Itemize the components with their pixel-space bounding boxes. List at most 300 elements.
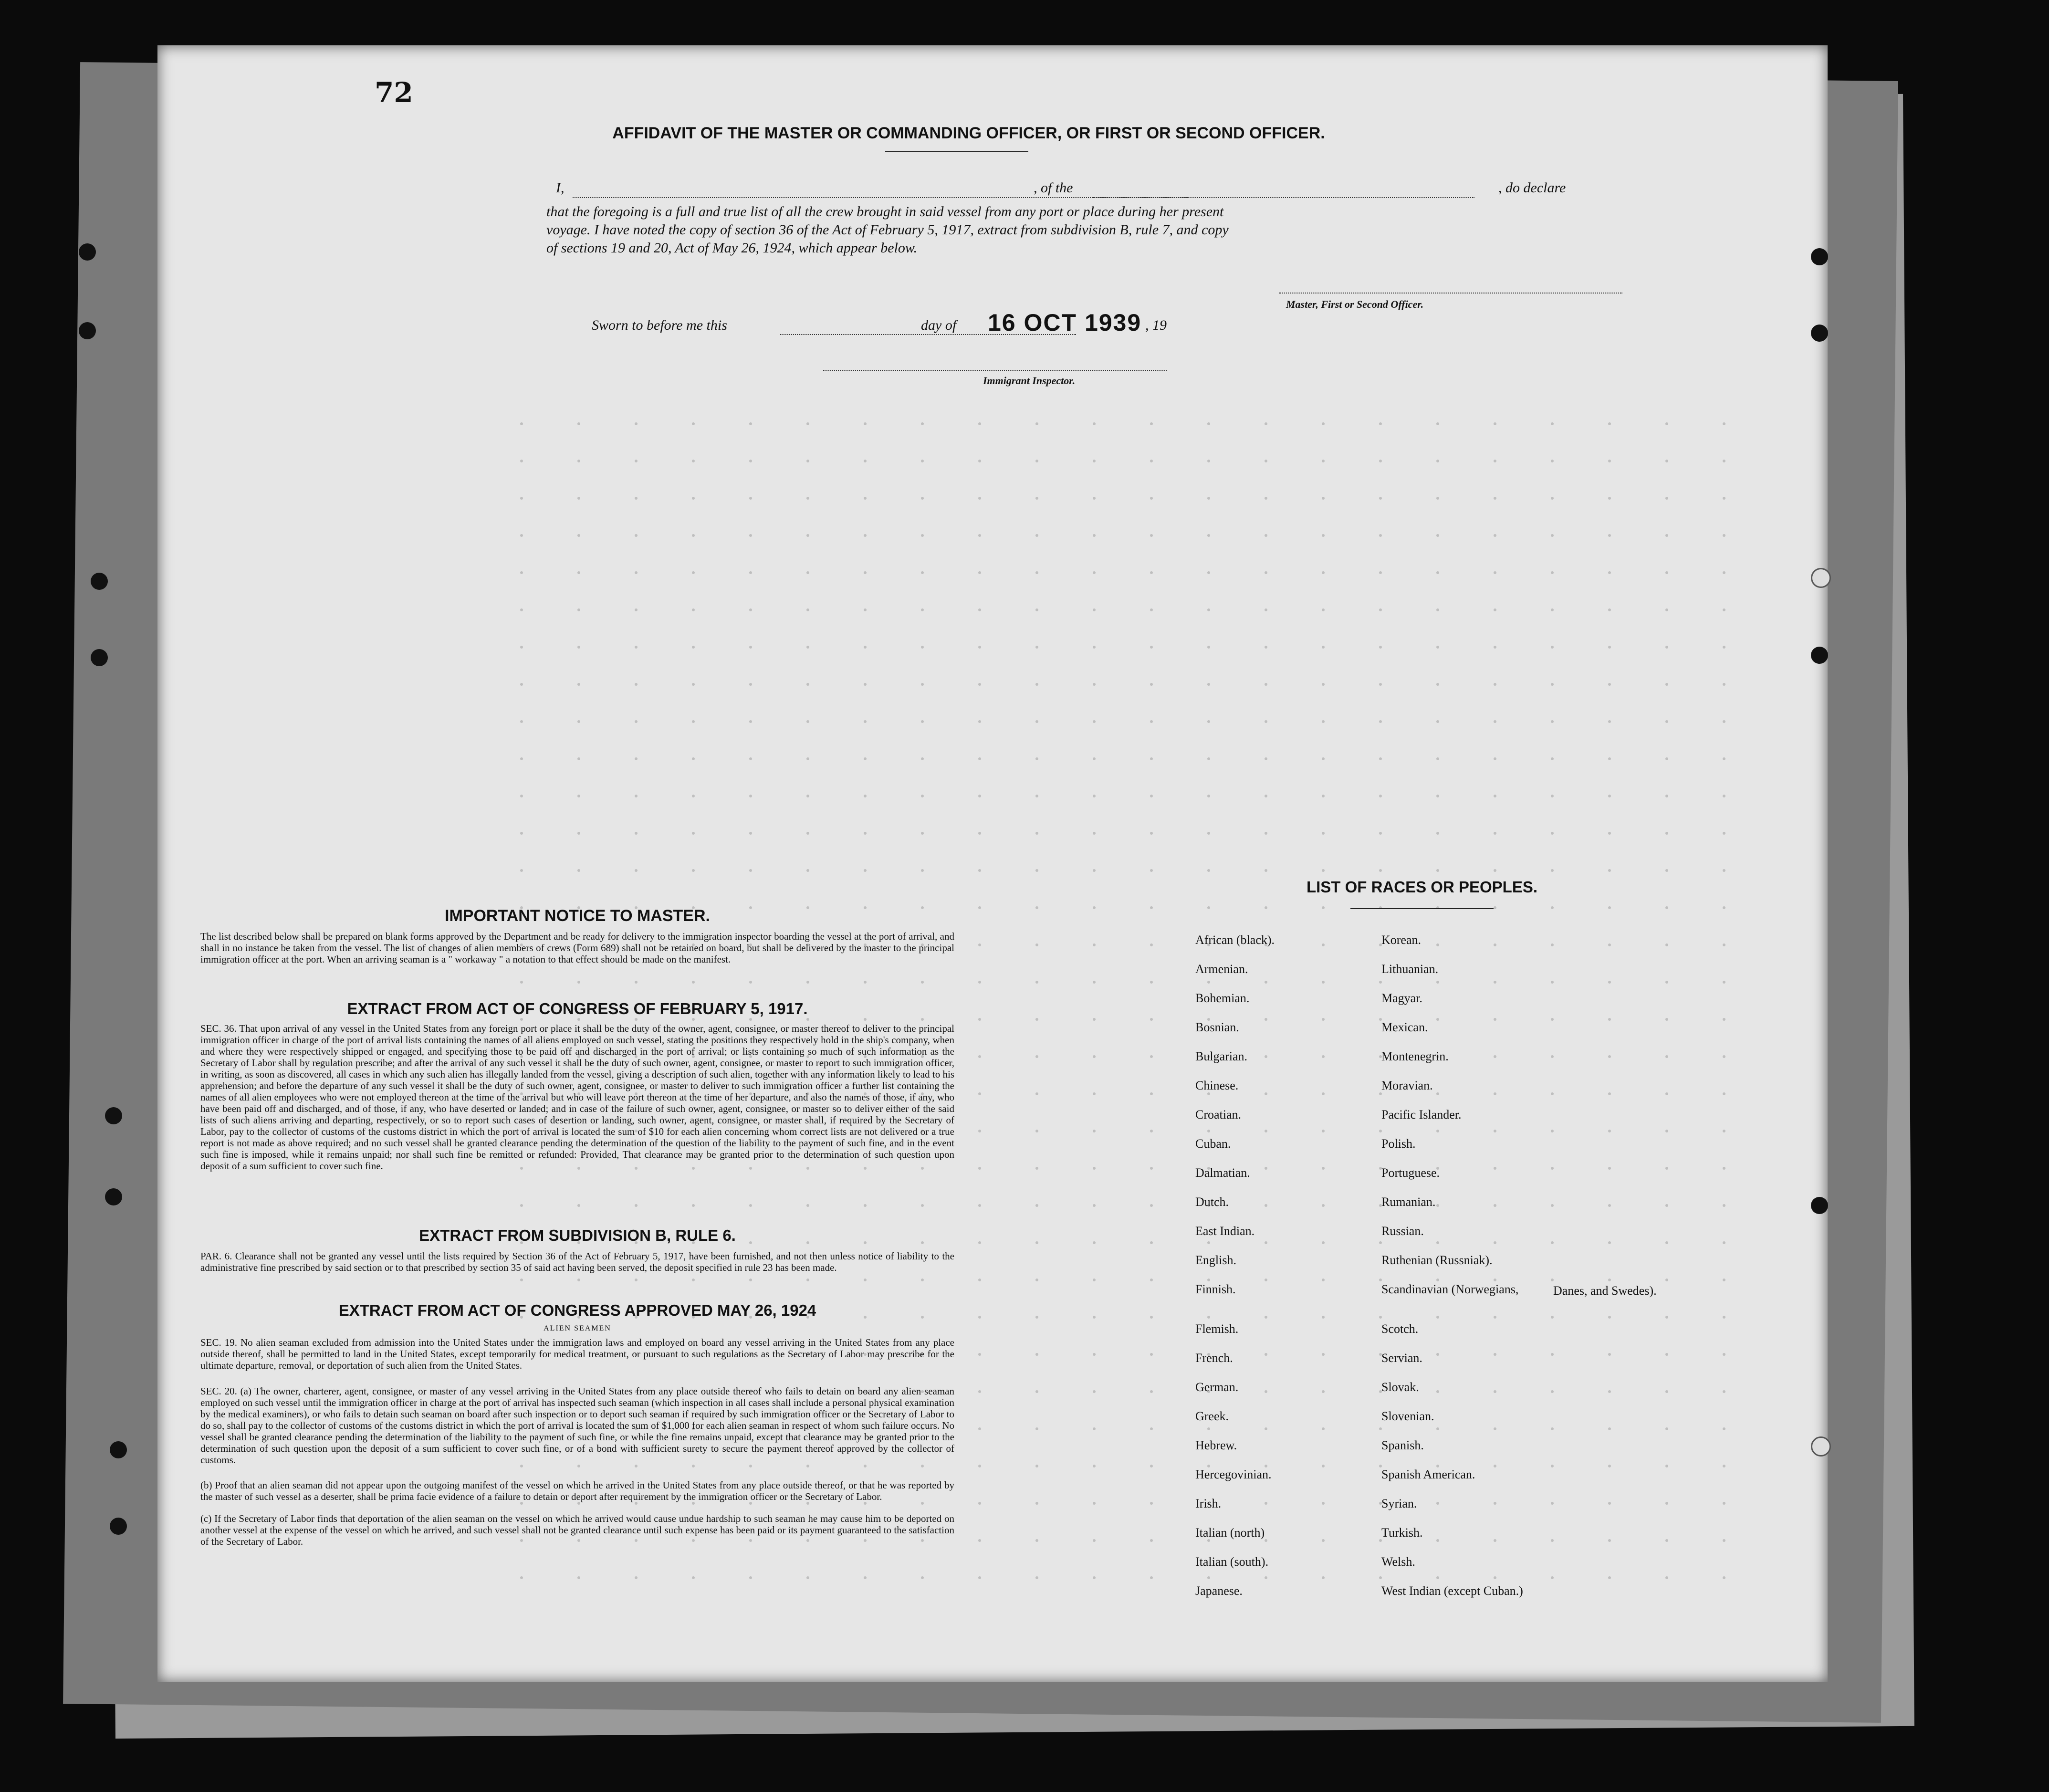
ghost-dot [520, 608, 523, 611]
ghost-dot [1322, 1241, 1325, 1244]
ghost-dot [1379, 1427, 1382, 1430]
ghost-dot [1608, 1018, 1611, 1021]
ghost-dot [1379, 1279, 1382, 1281]
ghost-dot [1207, 683, 1210, 686]
ghost-dot [1207, 832, 1210, 835]
ghost-dot [1150, 981, 1153, 984]
ghost-dot [1608, 460, 1611, 462]
ghost-dot [978, 571, 981, 574]
ghost-dot [1093, 1018, 1096, 1021]
ghost-dot [1494, 497, 1496, 500]
ghost-dot [806, 1018, 809, 1021]
extract-1924-sec20c: (c) If the Secretary of Labor finds that deportation of the alien seaman on the vessel on which he arrived would cause undue hardship to such seaman he may cause him to be deported on another vessel at the expense of the vessel on which he arrived, and such vessel shall not be granted clearance until such expense has been paid or its payment guaranteed to the satisfaction of the Secretary of Labor. [200, 1513, 954, 1547]
ghost-dot [692, 1279, 695, 1281]
ghost-dot [1035, 1316, 1038, 1319]
ghost-dot [806, 720, 809, 723]
ghost-dot [577, 757, 580, 760]
ghost-dot [1436, 1427, 1439, 1430]
ghost-dot [1436, 571, 1439, 574]
ghost-dot [1035, 757, 1038, 760]
ghost-dot [921, 832, 924, 835]
ghost-dot [635, 757, 638, 760]
ghost-dot [1436, 1316, 1439, 1319]
ghost-dot [806, 534, 809, 537]
ghost-dot [635, 571, 638, 574]
ghost-dot [978, 1465, 981, 1467]
ghost-dot [749, 460, 752, 462]
ghost-dot [1494, 906, 1496, 909]
ghost-dot [978, 1167, 981, 1170]
ghost-dot [1150, 943, 1153, 946]
ghost-dot [1723, 1465, 1725, 1467]
ghost-dot [1723, 1130, 1725, 1132]
ghost-dot [1093, 534, 1096, 537]
ghost-dot [921, 1279, 924, 1281]
ghost-dot [1265, 1316, 1267, 1319]
ghost-dot [1608, 1204, 1611, 1207]
ghost-dot [1150, 906, 1153, 909]
ghost-dot [1265, 906, 1267, 909]
notice-text: The list described below shall be prepared on blank forms approved by the Department and be ready for delivery to the immigration inspector boarding the vessel at the port of arrival, and shall in no instance be taken from the vessel. The list of changes of alien members of crews (Form 689) shall not be retained on board, but shall be delivered by the master to the principal immigration officer at the port. When an arriving seaman is a " workaway " a notation to that effect should be made on the manifest. [200, 931, 954, 965]
ghost-dot [1494, 1390, 1496, 1393]
ghost-dot [1265, 571, 1267, 574]
ghost-dot [1035, 720, 1038, 723]
ghost-dot [1322, 460, 1325, 462]
ghost-dot [1265, 422, 1267, 425]
ghost-dot [1551, 1018, 1554, 1021]
ghost-dot [978, 460, 981, 462]
ghost-dot [749, 497, 752, 500]
ghost-dot [749, 646, 752, 649]
ghost-dot [1322, 1539, 1325, 1542]
ghost-dot [1551, 943, 1554, 946]
ghost-dot [1665, 683, 1668, 686]
ghost-dot [978, 1241, 981, 1244]
ghost-dot [1494, 795, 1496, 797]
ghost-dot [1093, 683, 1096, 686]
ghost-dot [749, 422, 752, 425]
ghost-dot [1608, 757, 1611, 760]
ghost-dot [1551, 534, 1554, 537]
ghost-dot [1379, 571, 1382, 574]
ghost-dot [1265, 757, 1267, 760]
ghost-dot [1436, 497, 1439, 500]
ghost-dot [520, 869, 523, 872]
ghost-dot [692, 608, 695, 611]
ghost-dot [1322, 1279, 1325, 1281]
ghost-dot [1723, 1316, 1725, 1319]
ghost-dot [577, 608, 580, 611]
ghost-dot [1207, 720, 1210, 723]
ghost-dot [921, 460, 924, 462]
ghost-dot [749, 832, 752, 835]
ghost-dot [1379, 1576, 1382, 1579]
race-item: African (black). [1195, 933, 1275, 947]
ghost-dot [1035, 1390, 1038, 1393]
ghost-dot [1035, 1427, 1038, 1430]
extract-1924-title: EXTRACT FROM ACT OF CONGRESS APPROVED MAY 26, 1924 [338, 1301, 816, 1319]
ghost-dot [1436, 943, 1439, 946]
ghost-dot [749, 534, 752, 537]
ghost-dot [978, 832, 981, 835]
ghost-dot [1322, 1390, 1325, 1393]
ghost-dot [1207, 1130, 1210, 1132]
ghost-dot [1608, 571, 1611, 574]
ghost-dot [1436, 460, 1439, 462]
ghost-dot [1608, 1316, 1611, 1319]
ghost-dot [1265, 1204, 1267, 1207]
ghost-dot [577, 795, 580, 797]
ghost-dot [1494, 1427, 1496, 1430]
ghost-dot [1322, 906, 1325, 909]
ghost-dot [1436, 1018, 1439, 1021]
ghost-dot [692, 757, 695, 760]
ghost-dot [1494, 869, 1496, 872]
ghost-dot [1608, 1353, 1611, 1356]
race-item: Hebrew. [1195, 1438, 1237, 1452]
binder-hole [1811, 325, 1828, 342]
ghost-dot [1379, 720, 1382, 723]
race-item: French. [1195, 1351, 1233, 1365]
ghost-dot [1150, 534, 1153, 537]
ghost-dot [1265, 608, 1267, 611]
ghost-dot [635, 1018, 638, 1021]
ghost-dot [1608, 906, 1611, 909]
ghost-dot [1723, 720, 1725, 723]
ghost-dot [1723, 1167, 1725, 1170]
ghost-dot [921, 422, 924, 425]
ghost-dot [1035, 1130, 1038, 1132]
ghost-dot [1093, 1427, 1096, 1430]
ghost-dot [1551, 1279, 1554, 1281]
ghost-dot [806, 571, 809, 574]
affidavit-body-line2: voyage. I have noted the copy of section 36 of the Act of February 5, 1917, extract from subdivision B, rule 7, and copy [546, 222, 1229, 238]
ghost-dot [1150, 1390, 1153, 1393]
ghost-dot [1150, 757, 1153, 760]
ghost-dot [1150, 1204, 1153, 1207]
ghost-dot [1494, 422, 1496, 425]
ghost-dot [1035, 534, 1038, 537]
ghost-dot [1093, 1539, 1096, 1542]
ghost-dot [921, 1204, 924, 1207]
ghost-dot [1723, 1427, 1725, 1430]
ghost-dot [1150, 497, 1153, 500]
ghost-dot [1150, 1502, 1153, 1505]
ghost-dot [1379, 608, 1382, 611]
ghost-dot [1665, 981, 1668, 984]
ghost-dot [1665, 534, 1668, 537]
ghost-dot [1494, 1539, 1496, 1542]
ghost-dot [1265, 460, 1267, 462]
ghost-dot [1551, 795, 1554, 797]
ghost-dot [1379, 832, 1382, 835]
ghost-dot [1551, 832, 1554, 835]
ghost-dot [1494, 1353, 1496, 1356]
ghost-dot [1035, 906, 1038, 909]
ghost-dot [1723, 757, 1725, 760]
document-sheet [157, 45, 1828, 1682]
ghost-dot [1322, 795, 1325, 797]
ghost-dot [1494, 1502, 1496, 1505]
ghost-dot [1207, 460, 1210, 462]
ghost-dot [1436, 1576, 1439, 1579]
ghost-dot [1723, 422, 1725, 425]
ghost-dot [1150, 1539, 1153, 1542]
ghost-dot [1665, 1316, 1668, 1319]
race-item: Bohemian. [1195, 991, 1250, 1005]
ghost-dot [1608, 1539, 1611, 1542]
ghost-dot [1494, 1055, 1496, 1058]
race-item: Ruthenian (Russniak). [1381, 1253, 1493, 1267]
ghost-dot [1436, 646, 1439, 649]
ghost-dot [1551, 1241, 1554, 1244]
race-item: Italian (south). [1195, 1555, 1269, 1569]
notice-title: IMPORTANT NOTICE TO MASTER. [445, 907, 710, 925]
ghost-dot [577, 460, 580, 462]
ghost-dot [978, 1576, 981, 1579]
ghost-dot [1494, 981, 1496, 984]
ghost-dot [1322, 571, 1325, 574]
ghost-dot [692, 795, 695, 797]
ghost-dot [1265, 646, 1267, 649]
ghost-dot [1494, 571, 1496, 574]
ghost-dot [978, 1130, 981, 1132]
ghost-dot [1494, 1576, 1496, 1579]
ghost-dot [1494, 832, 1496, 835]
ghost-dot [1608, 981, 1611, 984]
ghost-dot [921, 1576, 924, 1579]
ghost-dot [1723, 1092, 1725, 1095]
ghost-dot [1436, 683, 1439, 686]
ghost-dot [1436, 757, 1439, 760]
ghost-dot [1093, 981, 1096, 984]
ghost-dot [1035, 683, 1038, 686]
race-item: Dalmatian. [1195, 1166, 1250, 1180]
race-item: Lithuanian. [1381, 962, 1439, 976]
ghost-dot [1093, 497, 1096, 500]
ghost-dot [1723, 1204, 1725, 1207]
ghost-dot [520, 1018, 523, 1021]
ghost-dot [1093, 1167, 1096, 1170]
race-item: Welsh. [1381, 1555, 1415, 1569]
ghost-dot [1665, 571, 1668, 574]
ghost-dot [1207, 757, 1210, 760]
ghost-dot [864, 869, 867, 872]
ghost-dot [520, 460, 523, 462]
race-item: Bulgarian. [1195, 1049, 1248, 1063]
binder-hole [105, 1107, 122, 1124]
ghost-dot [1035, 832, 1038, 835]
ghost-dot [1322, 1130, 1325, 1132]
ghost-dot [577, 720, 580, 723]
ghost-dot [978, 1018, 981, 1021]
ghost-dot [1723, 906, 1725, 909]
ghost-dot [1608, 943, 1611, 946]
ghost-dot [1265, 1241, 1267, 1244]
ghost-dot [1551, 608, 1554, 611]
ghost-dot [577, 1279, 580, 1281]
ghost-dot [520, 683, 523, 686]
binder-hole [105, 1188, 122, 1205]
ghost-dot [978, 683, 981, 686]
ghost-dot [1322, 646, 1325, 649]
ghost-dot [749, 1576, 752, 1579]
ghost-dot [1265, 1018, 1267, 1021]
ghost-dot [1265, 1427, 1267, 1430]
ghost-dot [1494, 1279, 1496, 1281]
ghost-dot [806, 757, 809, 760]
binder-hole [91, 649, 108, 666]
ghost-dot [1551, 720, 1554, 723]
ghost-dot [1494, 683, 1496, 686]
ghost-dot [1494, 534, 1496, 537]
ghost-dot [1436, 1204, 1439, 1207]
ghost-dot [1265, 720, 1267, 723]
do-declare-label: , do declare [1498, 180, 1566, 196]
ghost-dot [1035, 646, 1038, 649]
ghost-dot [1436, 1130, 1439, 1132]
ghost-dot [1551, 1427, 1554, 1430]
ghost-dot [1665, 1130, 1668, 1132]
ghost-dot [1494, 1204, 1496, 1207]
ghost-dot [864, 1204, 867, 1207]
ghost-dot [1436, 1539, 1439, 1542]
race-scandinavian-continued: Danes, and Swedes). [1553, 1284, 1657, 1298]
ghost-dot [1551, 757, 1554, 760]
ghost-dot [1436, 1502, 1439, 1505]
ghost-dot [806, 646, 809, 649]
ghost-dot [749, 571, 752, 574]
ghost-dot [577, 534, 580, 537]
ghost-dot [1379, 1241, 1382, 1244]
ghost-dot [1035, 1502, 1038, 1505]
ghost-dot [1207, 497, 1210, 500]
ghost-dot [1436, 422, 1439, 425]
ghost-dot [1207, 1316, 1210, 1319]
ghost-dot [1379, 869, 1382, 872]
ghost-dot [520, 422, 523, 425]
ghost-dot [749, 608, 752, 611]
ghost-dot [577, 646, 580, 649]
ghost-dot [1494, 646, 1496, 649]
ghost-dot [1723, 1539, 1725, 1542]
ghost-dot [1322, 534, 1325, 537]
ghost-dot [1093, 869, 1096, 872]
ghost-dot [1494, 1316, 1496, 1319]
ghost-dot [1665, 1279, 1668, 1281]
ghost-dot [1035, 1018, 1038, 1021]
ghost-dot [749, 795, 752, 797]
ghost-dot [1322, 1055, 1325, 1058]
ghost-dot [1379, 422, 1382, 425]
race-item: Chinese. [1195, 1079, 1239, 1092]
ghost-dot [1207, 869, 1210, 872]
ghost-dot [635, 981, 638, 984]
ghost-dot [520, 757, 523, 760]
ghost-dot [1608, 795, 1611, 797]
ghost-dot [1093, 646, 1096, 649]
ghost-dot [1723, 981, 1725, 984]
ghost-dot [1207, 795, 1210, 797]
ghost-dot [692, 460, 695, 462]
ghost-dot [1608, 422, 1611, 425]
ghost-dot [1093, 720, 1096, 723]
rule6-title: EXTRACT FROM SUBDIVISION B, RULE 6. [419, 1226, 736, 1244]
ghost-dot [1723, 460, 1725, 462]
ghost-dot [1207, 534, 1210, 537]
ghost-dot [1207, 646, 1210, 649]
ghost-dot [1379, 646, 1382, 649]
ghost-dot [1150, 1092, 1153, 1095]
ghost-dot [1665, 943, 1668, 946]
binder-hole [79, 322, 96, 339]
ghost-dot [1322, 869, 1325, 872]
ghost-dot [1265, 1576, 1267, 1579]
race-item: Scandinavian (Norwegians, [1381, 1282, 1519, 1296]
ghost-dot [1150, 1241, 1153, 1244]
ghost-dot [1436, 1241, 1439, 1244]
race-item: Dutch. [1195, 1195, 1229, 1209]
ghost-dot [749, 683, 752, 686]
ghost-dot [1150, 1465, 1153, 1467]
race-item: Moravian. [1381, 1079, 1433, 1092]
ghost-dot [1322, 1502, 1325, 1505]
ghost-dot [692, 981, 695, 984]
ghost-dot [1665, 497, 1668, 500]
ghost-dot [1093, 460, 1096, 462]
ghost-dot [1322, 1018, 1325, 1021]
ghost-dot [635, 720, 638, 723]
ghost-dot [1093, 1241, 1096, 1244]
ghost-dot [1436, 1092, 1439, 1095]
ghost-dot [1665, 1092, 1668, 1095]
ghost-dot [1665, 1427, 1668, 1430]
ghost-dot [1551, 1167, 1554, 1170]
ghost-dot [635, 1204, 638, 1207]
ghost-dot [1494, 1241, 1496, 1244]
ghost-dot [1379, 795, 1382, 797]
ghost-dot [1665, 1018, 1668, 1021]
ghost-dot [692, 1204, 695, 1207]
ghost-dot [1608, 646, 1611, 649]
title-rule [885, 151, 1028, 152]
ghost-dot [1265, 1130, 1267, 1132]
ghost-dot [1265, 534, 1267, 537]
race-item: Slovak. [1381, 1380, 1419, 1394]
ghost-dot [806, 422, 809, 425]
ghost-dot [1150, 1167, 1153, 1170]
ghost-dot [1494, 1018, 1496, 1021]
officer-caption: Master, First or Second Officer. [1286, 298, 1424, 310]
ghost-dot [1608, 683, 1611, 686]
ghost-dot [806, 683, 809, 686]
ghost-dot [1551, 1502, 1554, 1505]
races-title: LIST OF RACES OR PEOPLES. [1306, 878, 1538, 896]
ghost-dot [1207, 571, 1210, 574]
ghost-dot [1150, 869, 1153, 872]
ghost-dot [921, 497, 924, 500]
ghost-dot [1322, 1427, 1325, 1430]
ghost-dot [749, 757, 752, 760]
ghost-dot [1723, 1390, 1725, 1393]
ghost-dot [1322, 1204, 1325, 1207]
page-number: 72 [375, 76, 413, 109]
ghost-dot [1723, 795, 1725, 797]
ghost-dot [1494, 460, 1496, 462]
ghost-dot [692, 720, 695, 723]
ghost-dot [1494, 943, 1496, 946]
ghost-dot [1322, 422, 1325, 425]
